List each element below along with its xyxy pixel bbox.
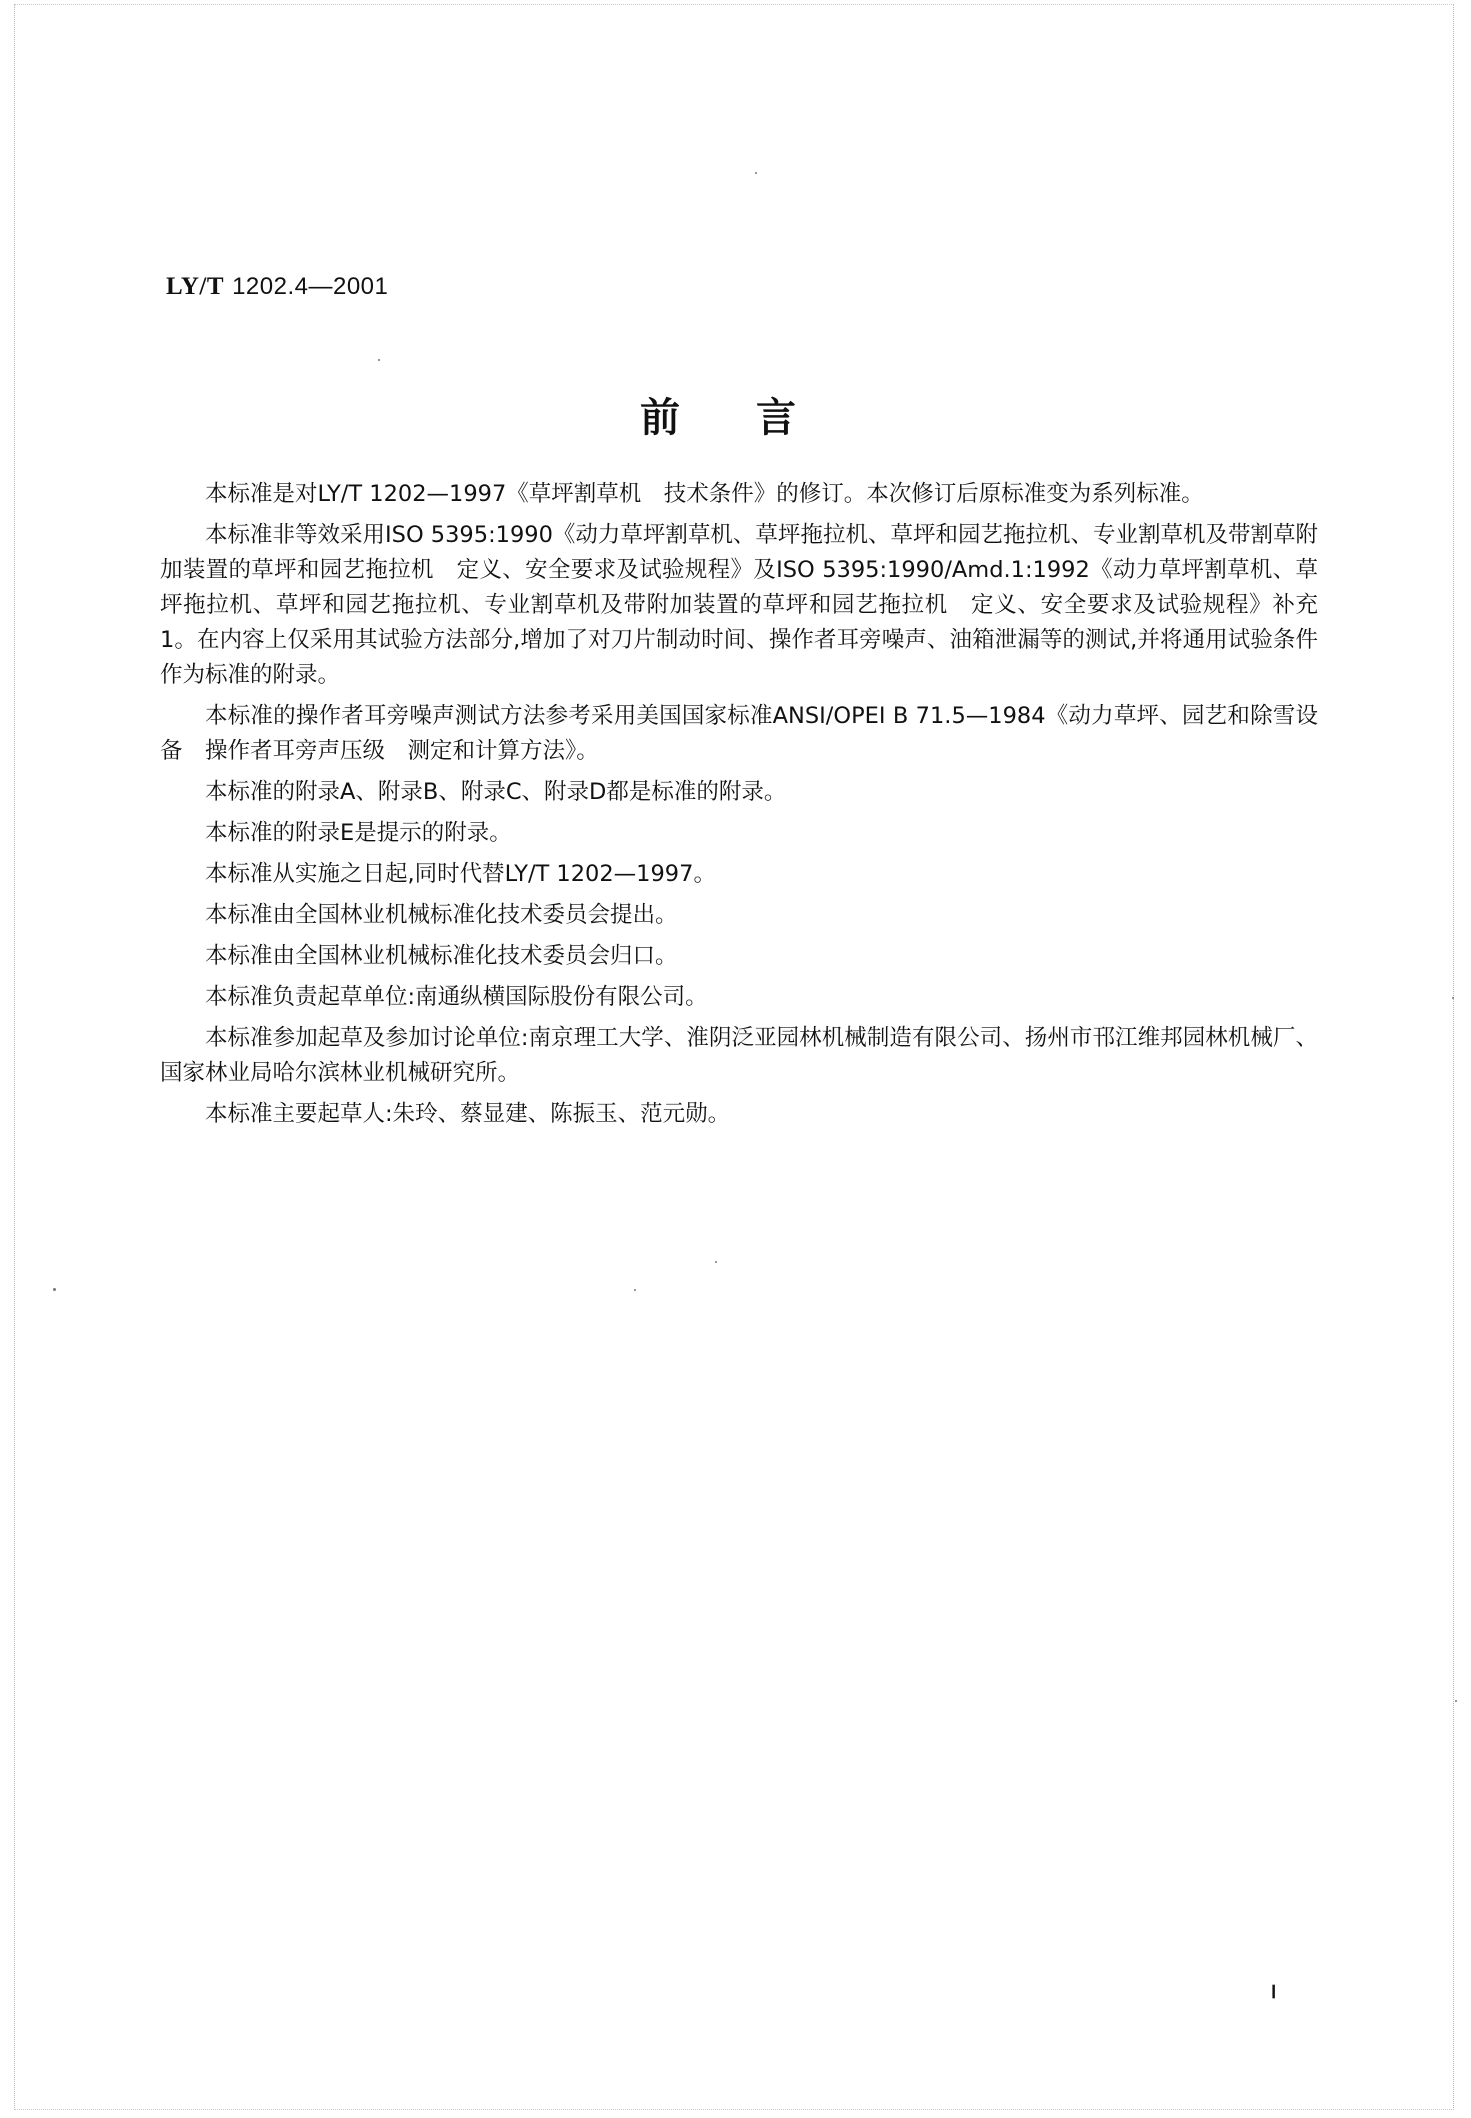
page-title: 前言: [640, 395, 872, 441]
scan-speck: [53, 1288, 56, 1291]
standard-number: 1202.4—2001: [232, 273, 389, 300]
paragraph-centralized-by: 本标准由全国林业机械标准化技术委员会归口。: [205, 943, 678, 969]
scan-speck: [1455, 1700, 1457, 1702]
scan-speck: [1452, 997, 1454, 999]
page-number: Ⅰ: [1271, 1982, 1277, 2002]
scan-speck: [378, 359, 380, 361]
paragraph-informative-annex: 本标准的附录E是提示的附录。: [205, 820, 512, 846]
paragraph-proposed-by: 本标准由全国林业机械标准化技术委员会提出。: [205, 902, 678, 928]
paragraph-noise-method: 本标准的操作者耳旁噪声测试方法参考采用美国国家标准ANSI/OPEI B 71.5—1984《动力草坪、园艺和除雪设备 操作者耳旁声压级 测定和计算方法》。: [160, 703, 1318, 764]
scan-speck: [755, 172, 757, 174]
scan-speck: [715, 1261, 717, 1263]
standard-prefix: LY/T: [166, 273, 225, 300]
paragraph-normative-annexes: 本标准的附录A、附录B、附录C、附录D都是标准的附录。: [205, 779, 787, 805]
paragraph-iso-adoption: 本标准非等效采用ISO 5395:1990《动力草坪割草机、草坪拖拉机、草坪和园艺拖拉机、专业割草机及带割草附加装置的草坪和园艺拖拉机 定义、安全要求及试验规程》及ISO 5395:1990/Amd.1:1992《动力草坪割草机、草坪拖拉机、草坪和园艺拖拉机、专业割草机及带附加装置的草坪和园艺拖拉机 定义、安全要求及试验规程》补充1。在内容上仅采用其试验方法部分,增加了对刀片制动时间、操作者耳旁噪声、油箱泄漏等的测试,并将通用试验条件作为标准的附录。: [160, 522, 1318, 688]
paragraph-replacement: 本标准从实施之日起,同时代替LY/T 1202—1997。: [205, 861, 716, 887]
paragraph-drafting-unit: 本标准负责起草单位:南通纵横国际股份有限公司。: [205, 984, 708, 1010]
paragraph-participating-units: 本标准参加起草及参加讨论单位:南京理工大学、淮阴泛亚园林机械制造有限公司、扬州市邗江维邦园林机械厂、国家林业局哈尔滨林业机械研究所。: [160, 1025, 1318, 1086]
scan-speck: [634, 1289, 636, 1291]
paragraph-revision: 本标准是对LY/T 1202—1997《草坪割草机 技术条件》的修订。本次修订后原标准变为系列标准。: [205, 481, 1204, 507]
document-code: [166, 273, 388, 301]
paragraph-drafters: 本标准主要起草人:朱玲、蔡显建、陈振玉、范元勋。: [205, 1101, 731, 1127]
foreword-body: [160, 477, 1318, 1138]
